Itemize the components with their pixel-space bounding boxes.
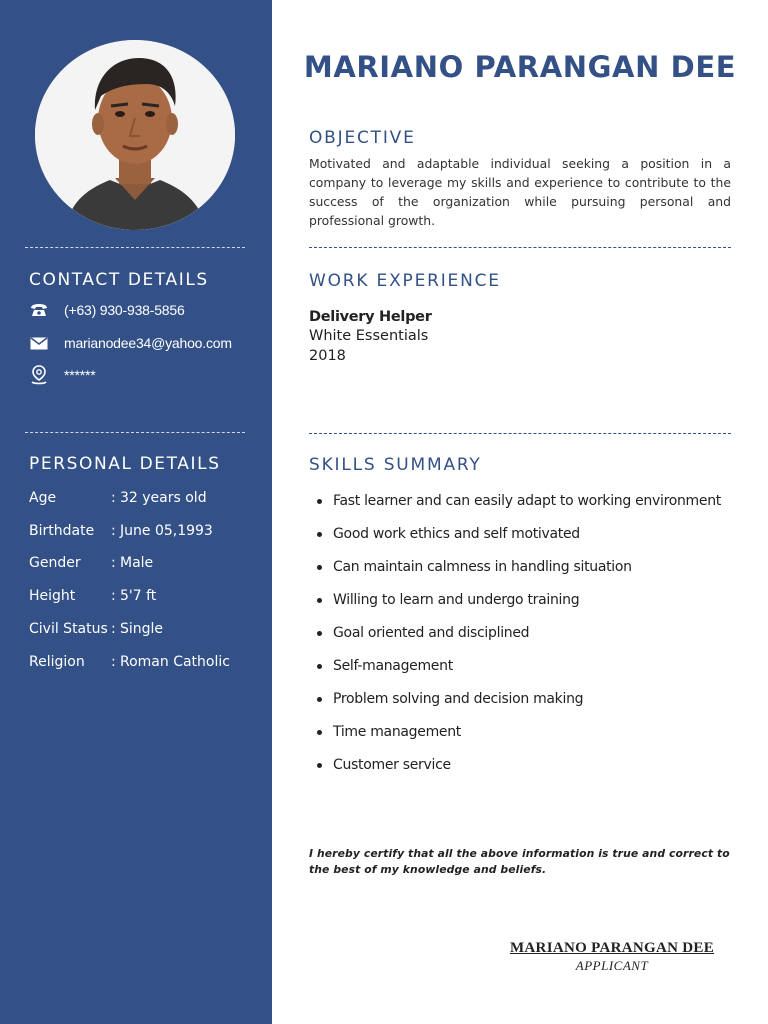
contact-phone xyxy=(29,300,185,320)
phone-text[interactable]: (+63) 930-938-5856 xyxy=(64,302,185,318)
contact-address xyxy=(29,365,96,385)
signature-role: APPLICANT xyxy=(575,958,649,973)
job-company: White Essentials xyxy=(309,328,429,344)
skill-item: Time management xyxy=(309,716,739,749)
certification-statement: I hereby certify that all the above information is true and correct to the best of my knowledge and beliefs. xyxy=(309,847,730,876)
contact-email xyxy=(29,333,232,353)
signature-name: MARIANO PARANGAN DEE xyxy=(509,940,715,956)
work-experience-heading: WORK EXPERIENCE xyxy=(309,271,501,291)
personal-label: Civil Status xyxy=(29,621,108,637)
telephone-icon xyxy=(29,300,49,320)
profile-photo xyxy=(35,40,235,230)
skills-list xyxy=(309,485,739,782)
personal-label: Birthdate xyxy=(29,523,95,539)
skill-item: Fast learner and can easily adapt to working environment xyxy=(309,485,739,518)
location-pin-icon xyxy=(29,365,49,385)
sidebar-divider xyxy=(25,432,245,433)
personal-value: Male xyxy=(120,555,154,571)
objective-heading: OBJECTIVE xyxy=(309,128,416,148)
personal-value: Roman Catholic xyxy=(120,654,230,670)
personal-details-heading: PERSONAL DETAILS xyxy=(29,454,221,474)
personal-value: Single xyxy=(120,621,164,637)
skill-item: Goal oriented and disciplined xyxy=(309,617,739,650)
personal-label: Age xyxy=(29,490,57,506)
skill-item: Customer service xyxy=(309,749,739,782)
personal-value: June 05,1993 xyxy=(120,523,213,539)
skills-summary-heading: SKILLS SUMMARY xyxy=(309,455,482,475)
objective-text: Motivated and adaptable individual seeking a position in a company to leverage my skills and experience to contribute to the success of the organization while pursuing personal and professional growth. xyxy=(309,156,731,228)
personal-label: Religion xyxy=(29,654,85,670)
skill-item: Good work ethics and self motivated xyxy=(309,518,739,551)
personal-colon: : xyxy=(111,621,116,637)
job-title: Delivery Helper xyxy=(309,309,432,325)
job-year: 2018 xyxy=(309,348,346,364)
section-divider xyxy=(309,433,731,434)
personal-colon: : xyxy=(111,654,116,670)
personal-value: 5'7 ft xyxy=(120,588,157,604)
personal-colon: : xyxy=(111,490,116,506)
sidebar-divider xyxy=(25,247,245,248)
personal-colon: : xyxy=(111,523,116,539)
personal-colon: : xyxy=(111,555,116,571)
email-link[interactable]: marianodee34@yahoo.com xyxy=(64,335,232,351)
applicant-name-title: MARIANO PARANGAN DEE xyxy=(303,50,737,84)
personal-colon: : xyxy=(111,588,116,604)
sidebar xyxy=(0,0,272,1024)
address-text: ****** xyxy=(64,367,96,383)
skill-item: Can maintain calmness in handling situation xyxy=(309,551,739,584)
main-content xyxy=(272,0,768,1024)
skill-item: Problem solving and decision making xyxy=(309,683,739,716)
skill-item: Willing to learn and undergo training xyxy=(309,584,739,617)
personal-label: Gender xyxy=(29,555,81,571)
section-divider xyxy=(309,247,731,248)
personal-label: Height xyxy=(29,588,76,604)
envelope-icon xyxy=(29,333,49,353)
skill-item: Self-management xyxy=(309,650,739,683)
personal-value: 32 years old xyxy=(120,490,207,506)
contact-details-heading: CONTACT DETAILS xyxy=(29,270,209,290)
